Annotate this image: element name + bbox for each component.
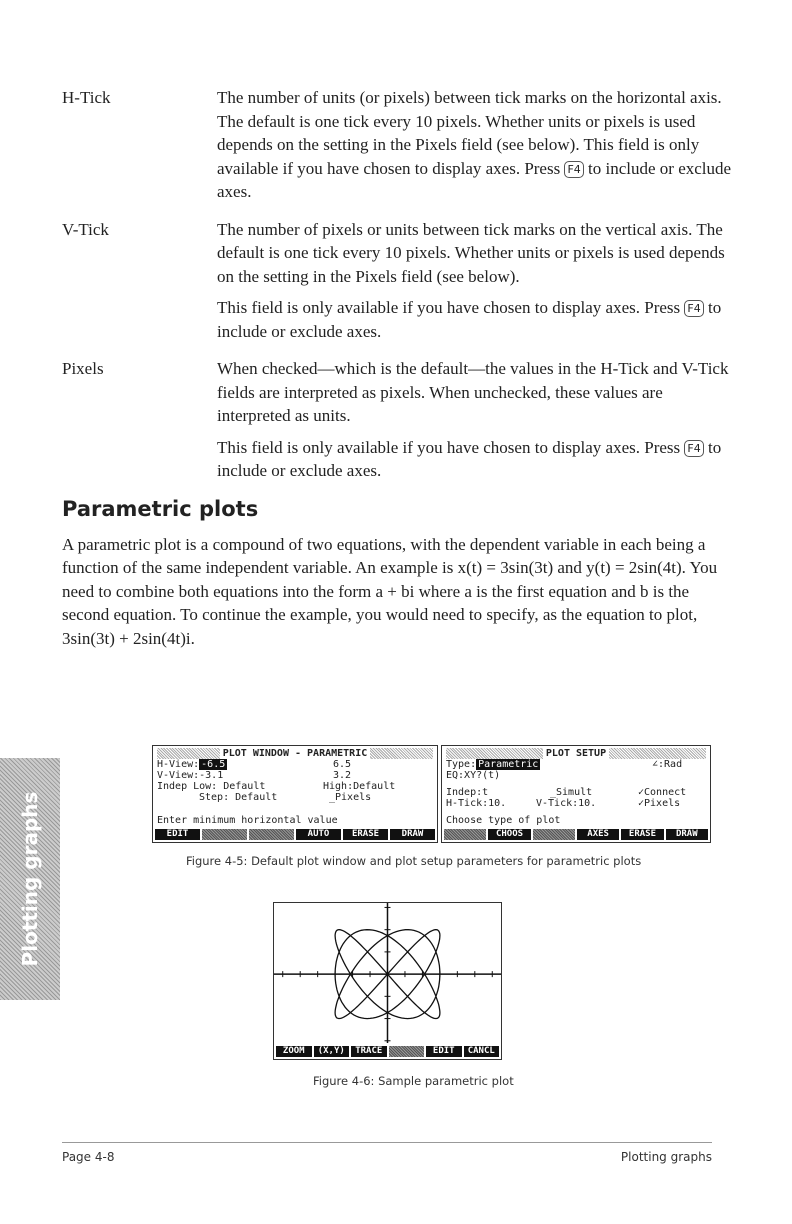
term-description — [217, 86, 734, 212]
figure-caption: Figure 4-6: Sample parametric plot — [313, 1074, 514, 1088]
connect-checkbox[interactable]: ✓Connect — [638, 787, 687, 798]
text: The number of pixels or units between tick marks on the vertical axis. The default is one tick every 10 pixels. Whether units or pixels is used depends on the setting in the Pixels field (see below). — [217, 219, 725, 286]
description-paragraph — [217, 357, 734, 428]
eq-field[interactable]: EQ:XY?(t) — [446, 770, 501, 781]
softkey-draw[interactable]: DRAW — [666, 829, 708, 840]
screen-title: PLOT WINDOW - PARAMETRIC — [220, 748, 371, 759]
definitions-list — [62, 86, 734, 491]
softkey-trace[interactable]: TRACE — [351, 1046, 387, 1057]
softkey-blank[interactable] — [389, 1046, 425, 1057]
f4-key-icon: F4 — [684, 300, 703, 317]
parametric-plot — [274, 903, 501, 1043]
definition-row — [62, 86, 734, 212]
text: to include or exclude axes. — [217, 437, 722, 480]
description-paragraph — [217, 86, 734, 204]
plot-setup-screen — [441, 745, 711, 843]
softkey-blank[interactable] — [444, 829, 486, 840]
softkey-blank[interactable] — [249, 829, 294, 840]
text: When checked—which is the default—the values in the H-Tick and V-Tick fields are interpreted as pixels. When unchecked, these values are interpreted as units. — [217, 359, 729, 425]
type-label: Type: — [446, 759, 477, 770]
softkey-choos[interactable]: CHOOS — [488, 829, 530, 840]
prompt-text: Enter minimum horizontal value — [157, 815, 338, 826]
text: This field is only available if you have chosen to display axes. Press — [217, 437, 685, 457]
text: to include or exclude axes. — [217, 298, 722, 341]
term-v-tick: V-Tick — [62, 219, 109, 239]
chapter-tab — [0, 758, 60, 1000]
section-heading: Parametric plots — [62, 496, 259, 521]
angle-field[interactable]: ∠:Rad — [652, 759, 683, 770]
softkey-draw[interactable]: DRAW — [390, 829, 435, 840]
softkey-axes[interactable]: AXES — [577, 829, 619, 840]
text: to include or exclude axes. — [217, 158, 732, 201]
term-description — [217, 357, 734, 491]
hview-min-field[interactable]: -6.5 — [201, 759, 226, 770]
chapter-tab-label: Plotting graphs — [18, 791, 42, 967]
softkey-edit[interactable]: EDIT — [155, 829, 200, 840]
type-field[interactable]: Parametric — [478, 759, 539, 770]
softkey-erase[interactable]: ERASE — [621, 829, 663, 840]
term-h-tick: H-Tick — [62, 88, 111, 107]
pixels-checkbox[interactable]: ✓Pixels — [638, 798, 681, 809]
definition-row — [62, 357, 734, 491]
hview-max-field[interactable]: 6.5 — [333, 759, 352, 770]
term-pixels: Pixels — [62, 359, 104, 378]
f4-key-icon: F4 — [564, 161, 583, 178]
vtick-field[interactable]: V-Tick:10. — [536, 798, 597, 809]
softkey-zoom[interactable]: ZOOM — [276, 1046, 312, 1057]
softkey-cancl[interactable]: CANCL — [464, 1046, 500, 1057]
softkey-xy[interactable]: (X,Y) — [314, 1046, 350, 1057]
prompt-text: Choose type of plot — [446, 815, 561, 826]
softkey-erase[interactable]: ERASE — [343, 829, 388, 840]
softkey-auto[interactable]: AUTO — [296, 829, 341, 840]
description-paragraph — [217, 436, 734, 483]
softkey-blank[interactable] — [533, 829, 575, 840]
intro-paragraph: A parametric plot is a compound of two equations, with the dependent variable in each being a function of the same independent variable. An example is x(t) = 3sin(3t) and y(t) = 2sin(4t). You need to combine both equations into the form a + bi where a is the first equation and b is the second equation. To continue the example, you would need to specify, as the equation to plot, 3sin(3t) + 2sin(4t)i. — [62, 534, 718, 648]
indep-low-field[interactable]: Indep Low: Default — [157, 781, 266, 792]
softkey-blank[interactable] — [202, 829, 247, 840]
term-description — [217, 218, 734, 352]
vview-max-field[interactable]: 3.2 — [333, 770, 352, 781]
pixels-checkbox[interactable]: _Pixels — [329, 792, 372, 803]
simult-checkbox[interactable]: _Simult — [550, 787, 593, 798]
vview-field[interactable]: V-View:-3.1 — [157, 770, 224, 781]
page-number: Page 4-8 — [62, 1150, 115, 1164]
footer-section: Plotting graphs — [620, 1150, 712, 1164]
f4-key-icon: F4 — [684, 440, 703, 457]
figure-caption: Figure 4-5: Default plot window and plot setup parameters for parametric plots — [186, 854, 642, 868]
htick-field[interactable]: H-Tick:10. — [446, 798, 507, 809]
high-field[interactable]: High:Default — [323, 781, 396, 792]
footer-rule — [62, 1142, 712, 1143]
definition-row — [62, 218, 734, 352]
plot-window-screen — [152, 745, 438, 843]
screen-title: PLOT SETUP — [543, 748, 609, 759]
description-paragraph — [217, 296, 734, 343]
sample-plot-screen — [273, 902, 502, 1060]
text-flow — [62, 86, 734, 650]
text: This field is only available if you have chosen to display axes. Press — [217, 298, 685, 317]
hview-label: H-View: — [157, 759, 200, 770]
softkey-edit[interactable]: EDIT — [426, 1046, 462, 1057]
indep-field[interactable]: Indep:t — [446, 787, 489, 798]
step-field[interactable]: Step: Default — [199, 792, 278, 803]
text: The number of units (or pixels) between tick marks on the horizontal axis. The default is one tick every 10 pixels. Whether units or pixels is used depends on the setting in the Pixels field (see below). This field is only available if you have chosen to display axes. Press — [217, 88, 722, 178]
description-paragraph — [217, 218, 734, 289]
